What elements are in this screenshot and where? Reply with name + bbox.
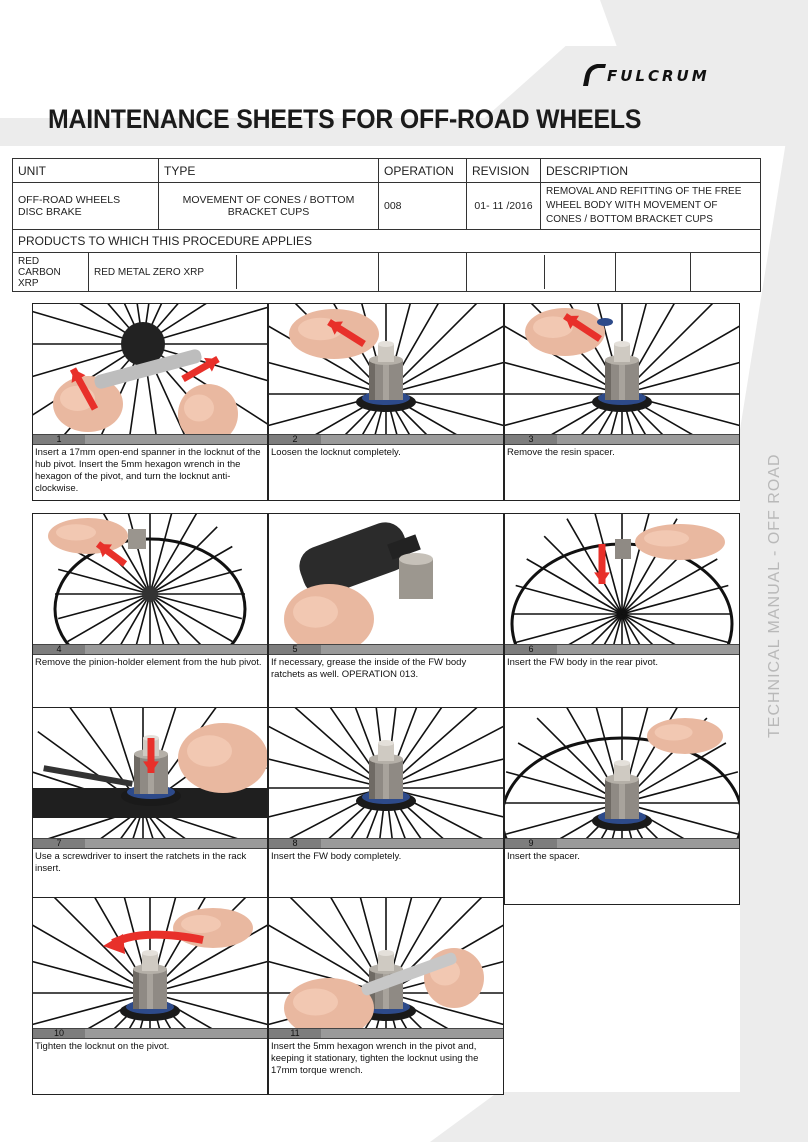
step-caption: Tighten the locknut on the pivot. [35, 1041, 170, 1052]
step-photo-2 [269, 304, 503, 445]
products-label: PRODUCTS TO WHICH THIS PROCEDURE APPLIES [13, 230, 761, 253]
step-photo-4 [33, 514, 267, 655]
step-photo-10 [33, 898, 267, 1039]
description-header: DESCRIPTION [541, 159, 761, 183]
description-value: REMOVAL AND REFITTING OF THE FREE WHEEL BODY WITH MOVEMENT OF CONES / BOTTOM BRACKET CUPS [541, 183, 761, 230]
step-panel-1 [32, 303, 268, 501]
step-number: 3 [505, 435, 557, 444]
operation-value: 008 [379, 183, 467, 230]
step-panel-9 [504, 707, 740, 905]
product-cell-empty-4 [691, 253, 761, 292]
step-photo-8 [269, 708, 503, 849]
step-number-bar [505, 838, 739, 849]
brand-text: FULCRUM [607, 67, 710, 85]
step-caption: Insert a 17mm open-end spanner in the locknut of the hub pivot. Insert the 5mm hexagon wrench in the hexagon of the pivot, and turn the locknut anti-clockwise. [35, 447, 261, 494]
step-panel-11 [268, 897, 504, 1095]
step-caption: Insert the spacer. [507, 851, 580, 862]
step-panel-5 [268, 513, 504, 711]
step-panel-6 [504, 513, 740, 711]
product-2 [89, 253, 379, 292]
step-number: 6 [505, 645, 557, 654]
product-1: RED CARBON XRP [13, 253, 89, 292]
step-caption: Use a screwdriver to insert the ratchets in the rack insert. [35, 851, 247, 874]
step-number: 2 [269, 435, 321, 444]
step-panel-8 [268, 707, 504, 905]
step-panel-4 [32, 513, 268, 711]
step-number-bar [33, 434, 267, 445]
unit-line-2: DISC BRAKE [18, 206, 82, 218]
step-panel-3 [504, 303, 740, 501]
step-caption: Insert the FW body in the rear pivot. [507, 657, 659, 668]
product-2-label: RED METAL ZERO XRP [89, 255, 237, 289]
step-panel-2 [268, 303, 504, 501]
product-cell-empty-3 [616, 253, 691, 292]
step-number: 7 [33, 839, 85, 848]
step-photo-6 [505, 514, 739, 655]
step-photo-9 [505, 708, 739, 849]
step-caption: Remove the resin spacer. [507, 447, 615, 458]
unit-value [13, 183, 159, 230]
header-background-band [600, 0, 808, 46]
revision-header: REVISION [467, 159, 541, 183]
step-caption: If necessary, grease the inside of the FW body ratchets as well. OPERATION 013. [271, 657, 467, 680]
step-number-bar [269, 1028, 503, 1039]
step-number: 5 [269, 645, 321, 654]
step-panel-10 [32, 897, 268, 1095]
side-label: TECHNICAL MANUAL - OFF ROAD [766, 453, 783, 738]
step-panel-7 [32, 707, 268, 905]
operation-header: OPERATION [379, 159, 467, 183]
type-value: MOVEMENT OF CONES / BOTTOM BRACKET CUPS [159, 183, 379, 230]
step-photo-5 [269, 514, 503, 655]
unit-line-1: OFF-ROAD WHEELS [18, 194, 121, 206]
page-title: MAINTENANCE SHEETS FOR OFF-ROAD WHEELS [48, 104, 642, 134]
step-caption: Remove the pinion-holder element from the hub pivot. [35, 657, 262, 668]
step-number-bar [269, 434, 503, 445]
step-caption: Insert the FW body completely. [271, 851, 402, 862]
step-number: 11 [269, 1029, 321, 1038]
footer-background-band [430, 1092, 808, 1142]
product-cell-empty-1 [379, 253, 467, 292]
step-photo-1 [33, 304, 267, 445]
step-number-bar [269, 838, 503, 849]
unit-header: UNIT [13, 159, 159, 183]
step-number-bar [33, 644, 267, 655]
step-caption: Insert the 5mm hexagon wrench in the pivot and, keeping it stationary, tighten the locknut using the 17mm torque wrench. [271, 1041, 479, 1076]
step-number-bar [33, 1028, 267, 1039]
step-photo-3 [505, 304, 739, 445]
product-cell-empty-2 [467, 253, 616, 292]
step-number: 9 [505, 839, 557, 848]
step-number-bar [505, 434, 739, 445]
procedure-info-table [12, 158, 761, 292]
step-number: 4 [33, 645, 85, 654]
type-header: TYPE [159, 159, 379, 183]
step-number: 8 [269, 839, 321, 848]
step-number-bar [269, 644, 503, 655]
step-number-bar [33, 838, 267, 849]
step-number-bar [505, 644, 739, 655]
step-photo-7 [33, 708, 267, 849]
step-caption: Loosen the locknut completely. [271, 447, 401, 458]
step-number: 10 [33, 1029, 85, 1038]
step-number: 1 [33, 435, 85, 444]
step-photo-11 [269, 898, 503, 1039]
fulcrum-logo [583, 62, 748, 88]
revision-value: 01- 11 /2016 [467, 183, 541, 230]
